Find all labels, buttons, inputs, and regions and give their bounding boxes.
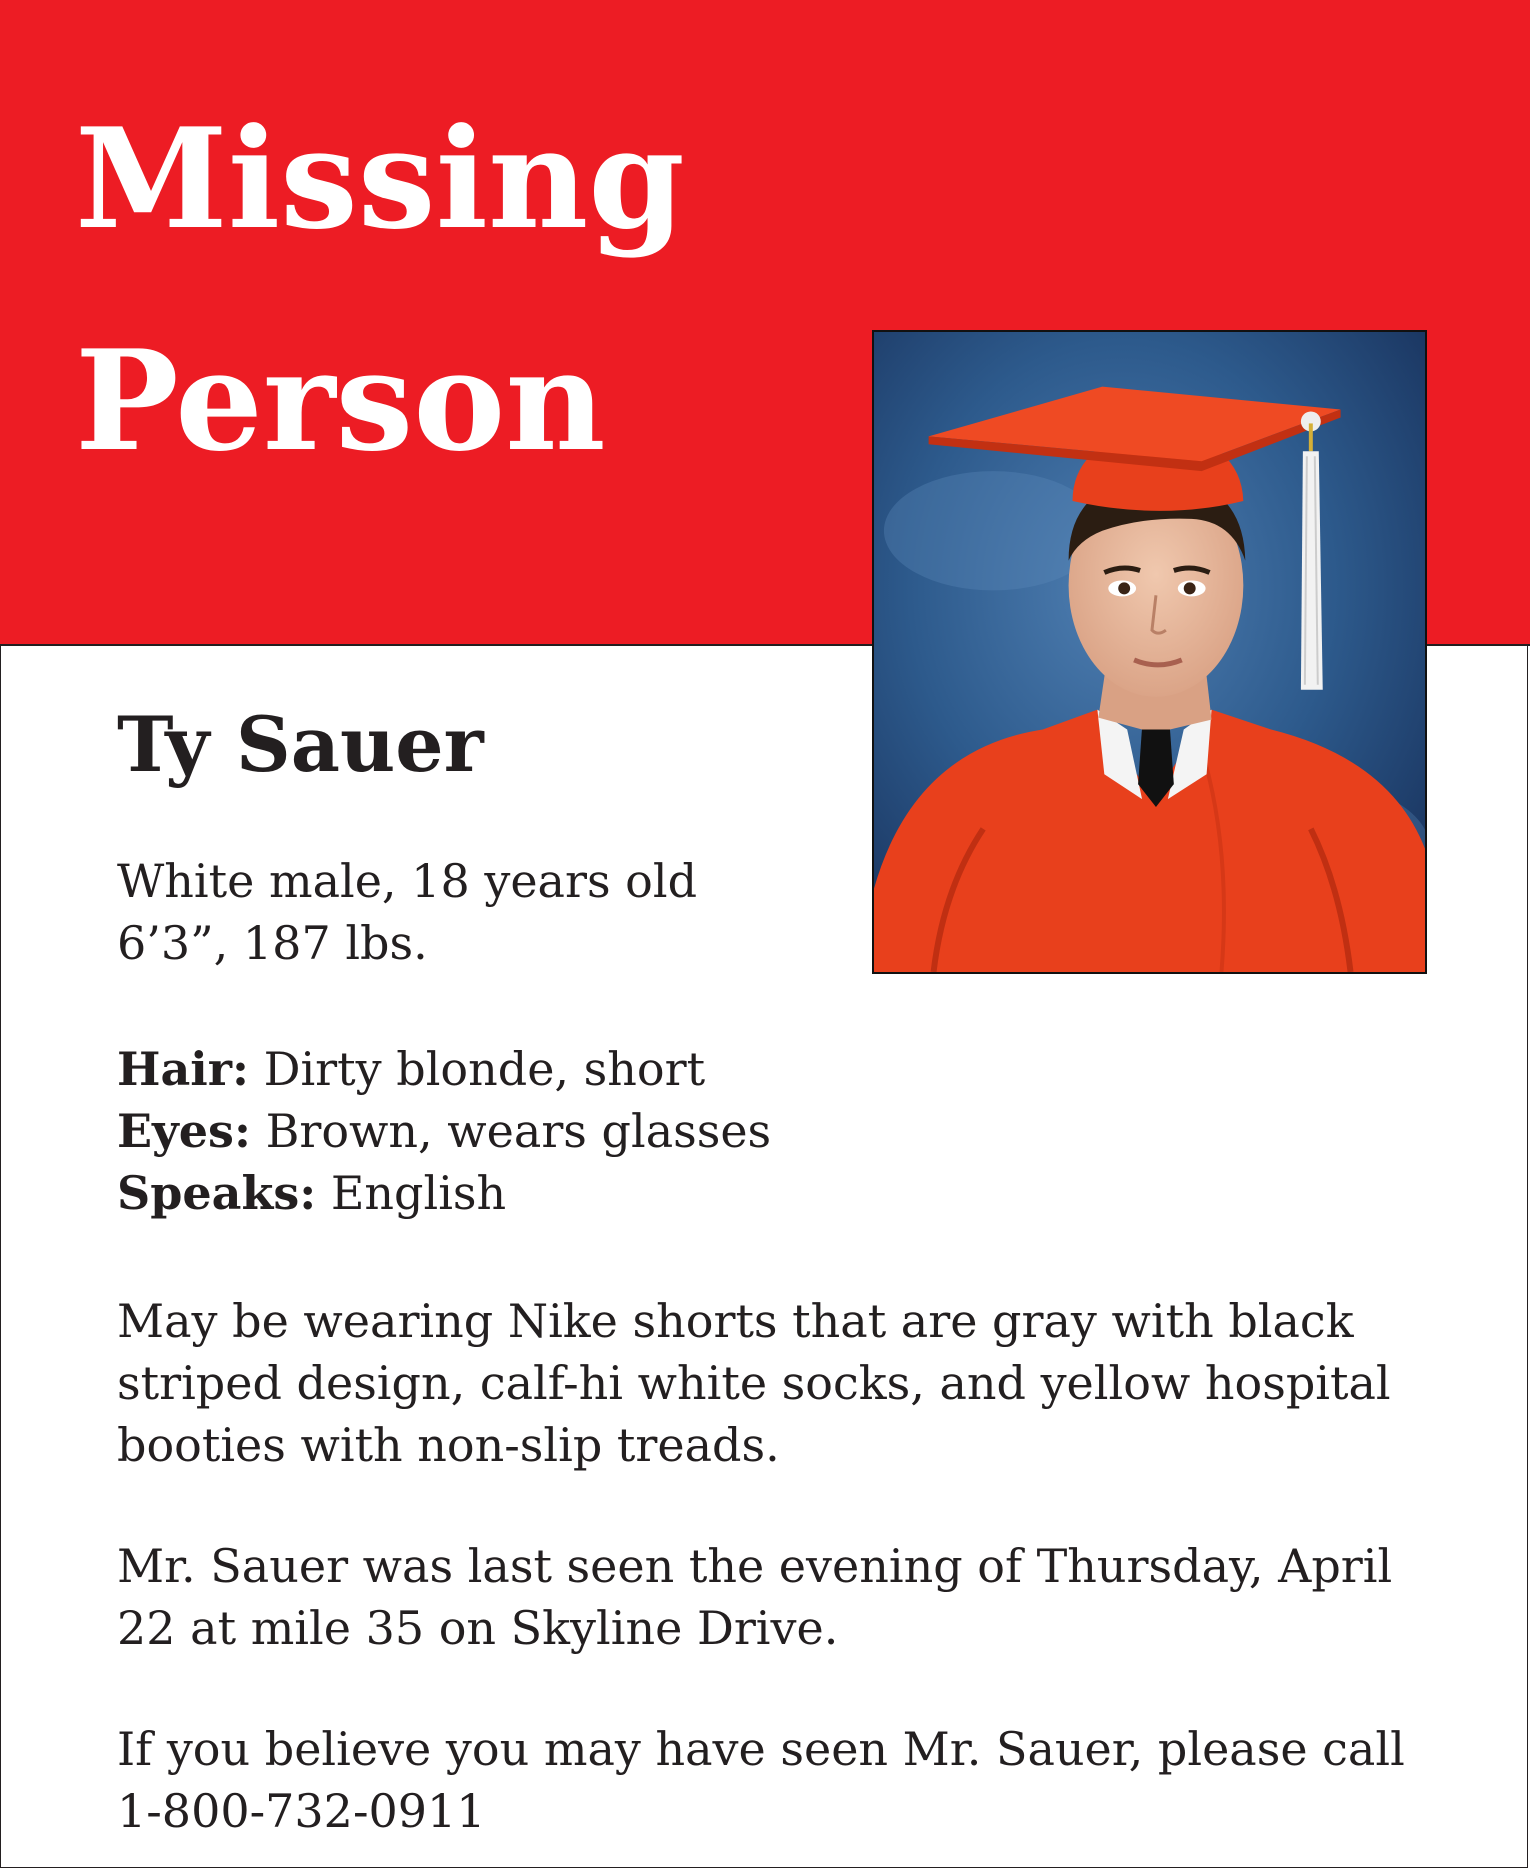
contact-line: If you believe you may have seen Mr. Sauer, please call [117,1722,1405,1776]
height-weight-line: 6’3”, 187 lbs. [117,916,428,970]
clothing-line: striped design, calf-hi white socks, and yellow hospital [117,1356,1391,1410]
eyes-value: Brown, wears glasses [265,1104,772,1158]
speaks-value: English [330,1166,507,1220]
speaks-label: Speaks: [117,1166,317,1220]
eyes-label: Eyes: [117,1104,251,1158]
last-seen-line: Mr. Sauer was last seen the evening of Thursday, April [117,1539,1393,1593]
eyes-line [117,1100,771,1162]
last-seen-paragraph [117,1535,1392,1659]
person-name: Ty Sauer [117,700,484,789]
clothing-line: booties with non-slip treads. [117,1418,780,1472]
last-seen-line: 22 at mile 35 on Skyline Drive. [117,1601,839,1655]
hair-value: Dirty blonde, short [263,1042,706,1096]
clothing-line: May be wearing Nike shorts that are gray with black [117,1294,1354,1348]
basic-description [117,850,697,974]
physical-traits [117,1038,771,1224]
contact-paragraph [117,1718,1405,1842]
portrait-illustration [874,332,1425,972]
contact-phone: 1-800-732-0911 [117,1784,486,1838]
title-line-missing: Missing [75,97,685,260]
title-line-person: Person [75,319,606,482]
clothing-description [117,1290,1391,1476]
hair-label: Hair: [117,1042,249,1096]
speaks-line [117,1162,771,1224]
age-gender-line: White male, 18 years old [117,854,698,908]
poster-title [75,68,685,512]
hair-line [117,1038,771,1100]
portrait-photo [872,330,1427,974]
